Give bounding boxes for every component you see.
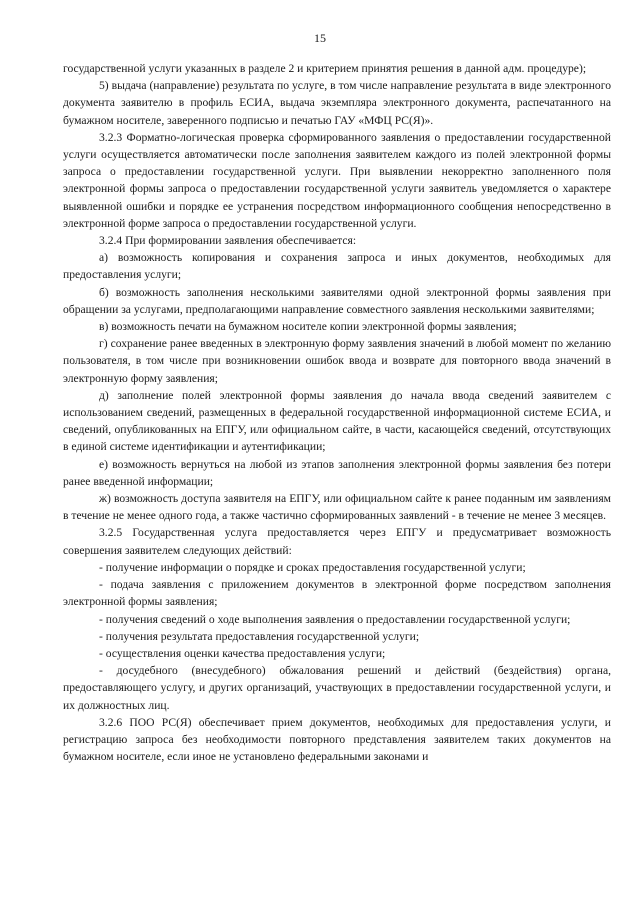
list-item-b: б) возможность заполнения несколькими заявителями одной электронной формы заявления при обращении за услугами, предполагающими направление совместного заявления несколькими заявителями; (63, 285, 611, 316)
document-body (63, 60, 611, 765)
list-item-g: г) сохранение ранее введенных в электронную форму заявления значений в любой момент по желанию пользователя, в том числе при возникновении ошибок ввода и возврате для повторного ввода значений в электронную форму заявления; (63, 337, 611, 385)
list-item-d: д) заполнение полей электронной формы заявления до начала ввода сведений заявителем с использованием сведений, размещенных в федеральной государственной информационной системе ЕСИА, и сведений, опубликованных на ЕПГУ, или официальном сайте, в части, касающейся сведений, отсутствующих в единой системе идентификации и аутентификации; (63, 388, 611, 454)
dash-item-result: - получения результата предоставления государственной услуги; (99, 629, 420, 643)
page-number: 15 (314, 31, 326, 45)
list-item-zh: ж) возможность доступа заявителя на ЕПГУ, или официальном сайте к ранее поданным им заявлениям в течение не менее одного года, а также частично сформированных заявлений - в течение не менее 3 месяцев. (63, 492, 611, 523)
list-item-e: е) возможность вернуться на любой из этапов заполнения электронной формы заявления без потери ранее введенной информации; (63, 457, 611, 488)
dash-item-submit: - подача заявления с приложением документов в электронной форме посредством заполнения электронной формы заявления; (63, 578, 611, 609)
paragraph-continuation: государственной услуги указанных в разделе 2 и критерием принятия решения в данной адм. процедуре); (63, 62, 587, 75)
paragraph-3-2-4: 3.2.4 При формировании заявления обеспечивается: (99, 234, 357, 248)
dash-item-info: - получение информации о порядке и сроках предоставления государственной услуги; (99, 560, 526, 574)
dash-item-appeal: - досудебного (внесудебного) обжалования решений и действий (бездействия) органа, предоставляющего услугу, и других организаций, участвующих в предоставлении государственной услуги, и их должностных лиц. (63, 664, 611, 712)
paragraph-3-2-5: 3.2.5 Государственная услуга предоставляется через ЕПГУ и предусматривает возможность совершения заявителем следующих действий: (63, 526, 611, 557)
paragraph-3-2-3: 3.2.3 Форматно-логическая проверка сформированного заявления о предоставлении государственной услуги осуществляется автоматически после заполнения заявителем каждого из полей электронной формы запроса о предоставлении государственной услуги. При выявлении некорректно заполненного поля электронной формы запроса о предоставлении государственной услуги заявитель уведомляется о характере выявленной ошибки и порядке ее устранения посредством информационного сообщения непосредственно в электронной форме запроса о предоставлении государственной услуги. (63, 130, 611, 230)
dash-item-status: - получения сведений о ходе выполнения заявления о предоставлении государственной услуги; (99, 612, 571, 626)
list-item-v: в) возможность печати на бумажном носителе копии электронной формы заявления; (99, 320, 517, 334)
list-item-a: а) возможность копирования и сохранения запроса и иных документов, необходимых для предоставления услуги; (63, 251, 611, 282)
paragraph-3-2-6: 3.2.6 ПОО РС(Я) обеспечивает прием документов, необходимых для предоставления услуги, и регистрацию запроса без необходимости повторного представления заявителем таких документов на бумажном носителе, если иное не установлено федеральными законами и (63, 715, 611, 764)
dash-item-rating: - осуществления оценки качества предоставления услуги; (99, 646, 386, 660)
paragraph-item-5: 5) выдача (направление) результата по услуге, в том числе направление результата в виде электронного документа заявителю в профиль ЕСИА, выдача экземпляра электронного документа, распечатанного на бумажном носителе, заверенного подписью и печатью ГАУ «МФЦ РС(Я)». (63, 79, 611, 127)
